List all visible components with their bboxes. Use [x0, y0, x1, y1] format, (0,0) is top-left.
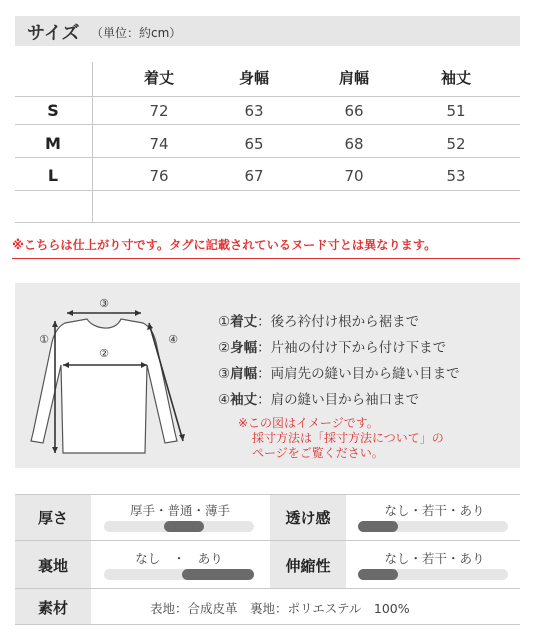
row-header-s: S: [47, 101, 59, 120]
table-cell: 63: [244, 102, 264, 120]
measure-desc: ：肩の縫い目から袖口まで: [257, 392, 420, 408]
measure-width: [218, 336, 446, 356]
transparency-indicator: [358, 521, 398, 532]
transparency-label: 透け感: [285, 509, 331, 527]
marker-2: ②: [99, 347, 109, 360]
measure-desc: ：後ろ衿付け根から裾まで: [257, 314, 420, 330]
thickness-label: 厚さ: [37, 509, 68, 527]
material-label: 素材: [37, 599, 68, 617]
row-header-m: M: [45, 134, 61, 153]
table-rule: [15, 190, 520, 191]
lining-options: なし ・ あり: [135, 551, 223, 566]
measure-name: 着丈: [230, 314, 258, 330]
lining-label: 裏地: [37, 557, 68, 575]
stretch-label: 伸縮性: [285, 557, 331, 575]
lining-indicator: [182, 569, 254, 580]
diagram-note-1: ※この図はイメージです。: [238, 416, 379, 430]
row-header-l: L: [47, 166, 59, 185]
stretch-indicator: [358, 569, 398, 580]
table-cell: 70: [344, 167, 364, 185]
diagram-note-3: ページをご覧ください。: [252, 446, 384, 460]
col-header-length: 着丈: [143, 69, 174, 87]
size-title: サイズ: [27, 23, 80, 44]
measure-desc: ：両肩先の縫い目から縫い目まで: [257, 366, 460, 382]
finish-size-note: ※こちらは仕上がり寸です。タグに記載されているヌード寸とは異なります。: [12, 238, 437, 252]
thickness-indicator: [164, 521, 204, 532]
table-cell: 66: [344, 102, 364, 120]
transparency-options: なし・若干・あり: [384, 503, 485, 518]
measure-num: ②: [218, 340, 231, 356]
shirt-outline: [31, 319, 177, 453]
marker-1: ①: [39, 333, 49, 346]
note-underline: [12, 258, 520, 259]
marker-4: ④: [168, 333, 178, 346]
measure-desc: ：片袖の付け下から付け下まで: [257, 340, 447, 356]
table-cell: 68: [344, 135, 364, 153]
measure-length: [218, 310, 419, 330]
table-rule: [15, 222, 520, 223]
col-header-width: 身幅: [238, 69, 269, 87]
measure-num: ④: [218, 392, 231, 408]
table-cell: 52: [446, 135, 466, 153]
table-rule: [15, 124, 520, 125]
size-unit: （単位：約cm）: [91, 26, 182, 40]
thickness-options: 厚手・普通・薄手: [129, 503, 230, 518]
table-cell: 65: [244, 135, 264, 153]
measure-num: ①: [218, 314, 231, 330]
table-rule: [15, 96, 520, 97]
measure-name: 肩幅: [230, 366, 258, 382]
measure-shoulder: [218, 362, 460, 382]
measure-name: 身幅: [230, 340, 258, 356]
table-cell: 67: [244, 167, 264, 185]
table-cell: 53: [446, 167, 466, 185]
measure-sleeve: [218, 388, 419, 408]
stretch-options: なし・若干・あり: [384, 551, 485, 566]
measure-name: 袖丈: [230, 392, 258, 408]
marker-3: ③: [99, 297, 109, 310]
col-header-sleeve: 袖丈: [440, 69, 471, 87]
size-header-bar: [15, 16, 520, 46]
spec-rule: [15, 624, 520, 625]
table-divider: [92, 62, 93, 222]
measure-num: ③: [218, 366, 231, 382]
table-cell: 74: [149, 135, 169, 153]
table-cell: 72: [149, 102, 169, 120]
table-rule: [15, 157, 520, 158]
col-header-shoulder: 肩幅: [338, 69, 369, 87]
material-text: 表地：合成皮革 裏地：ポリエステル 100%: [150, 601, 410, 616]
table-cell: 76: [149, 167, 169, 185]
diagram-note-2: 採寸方法は「採寸方法について」の: [252, 431, 444, 445]
table-cell: 51: [446, 102, 466, 120]
